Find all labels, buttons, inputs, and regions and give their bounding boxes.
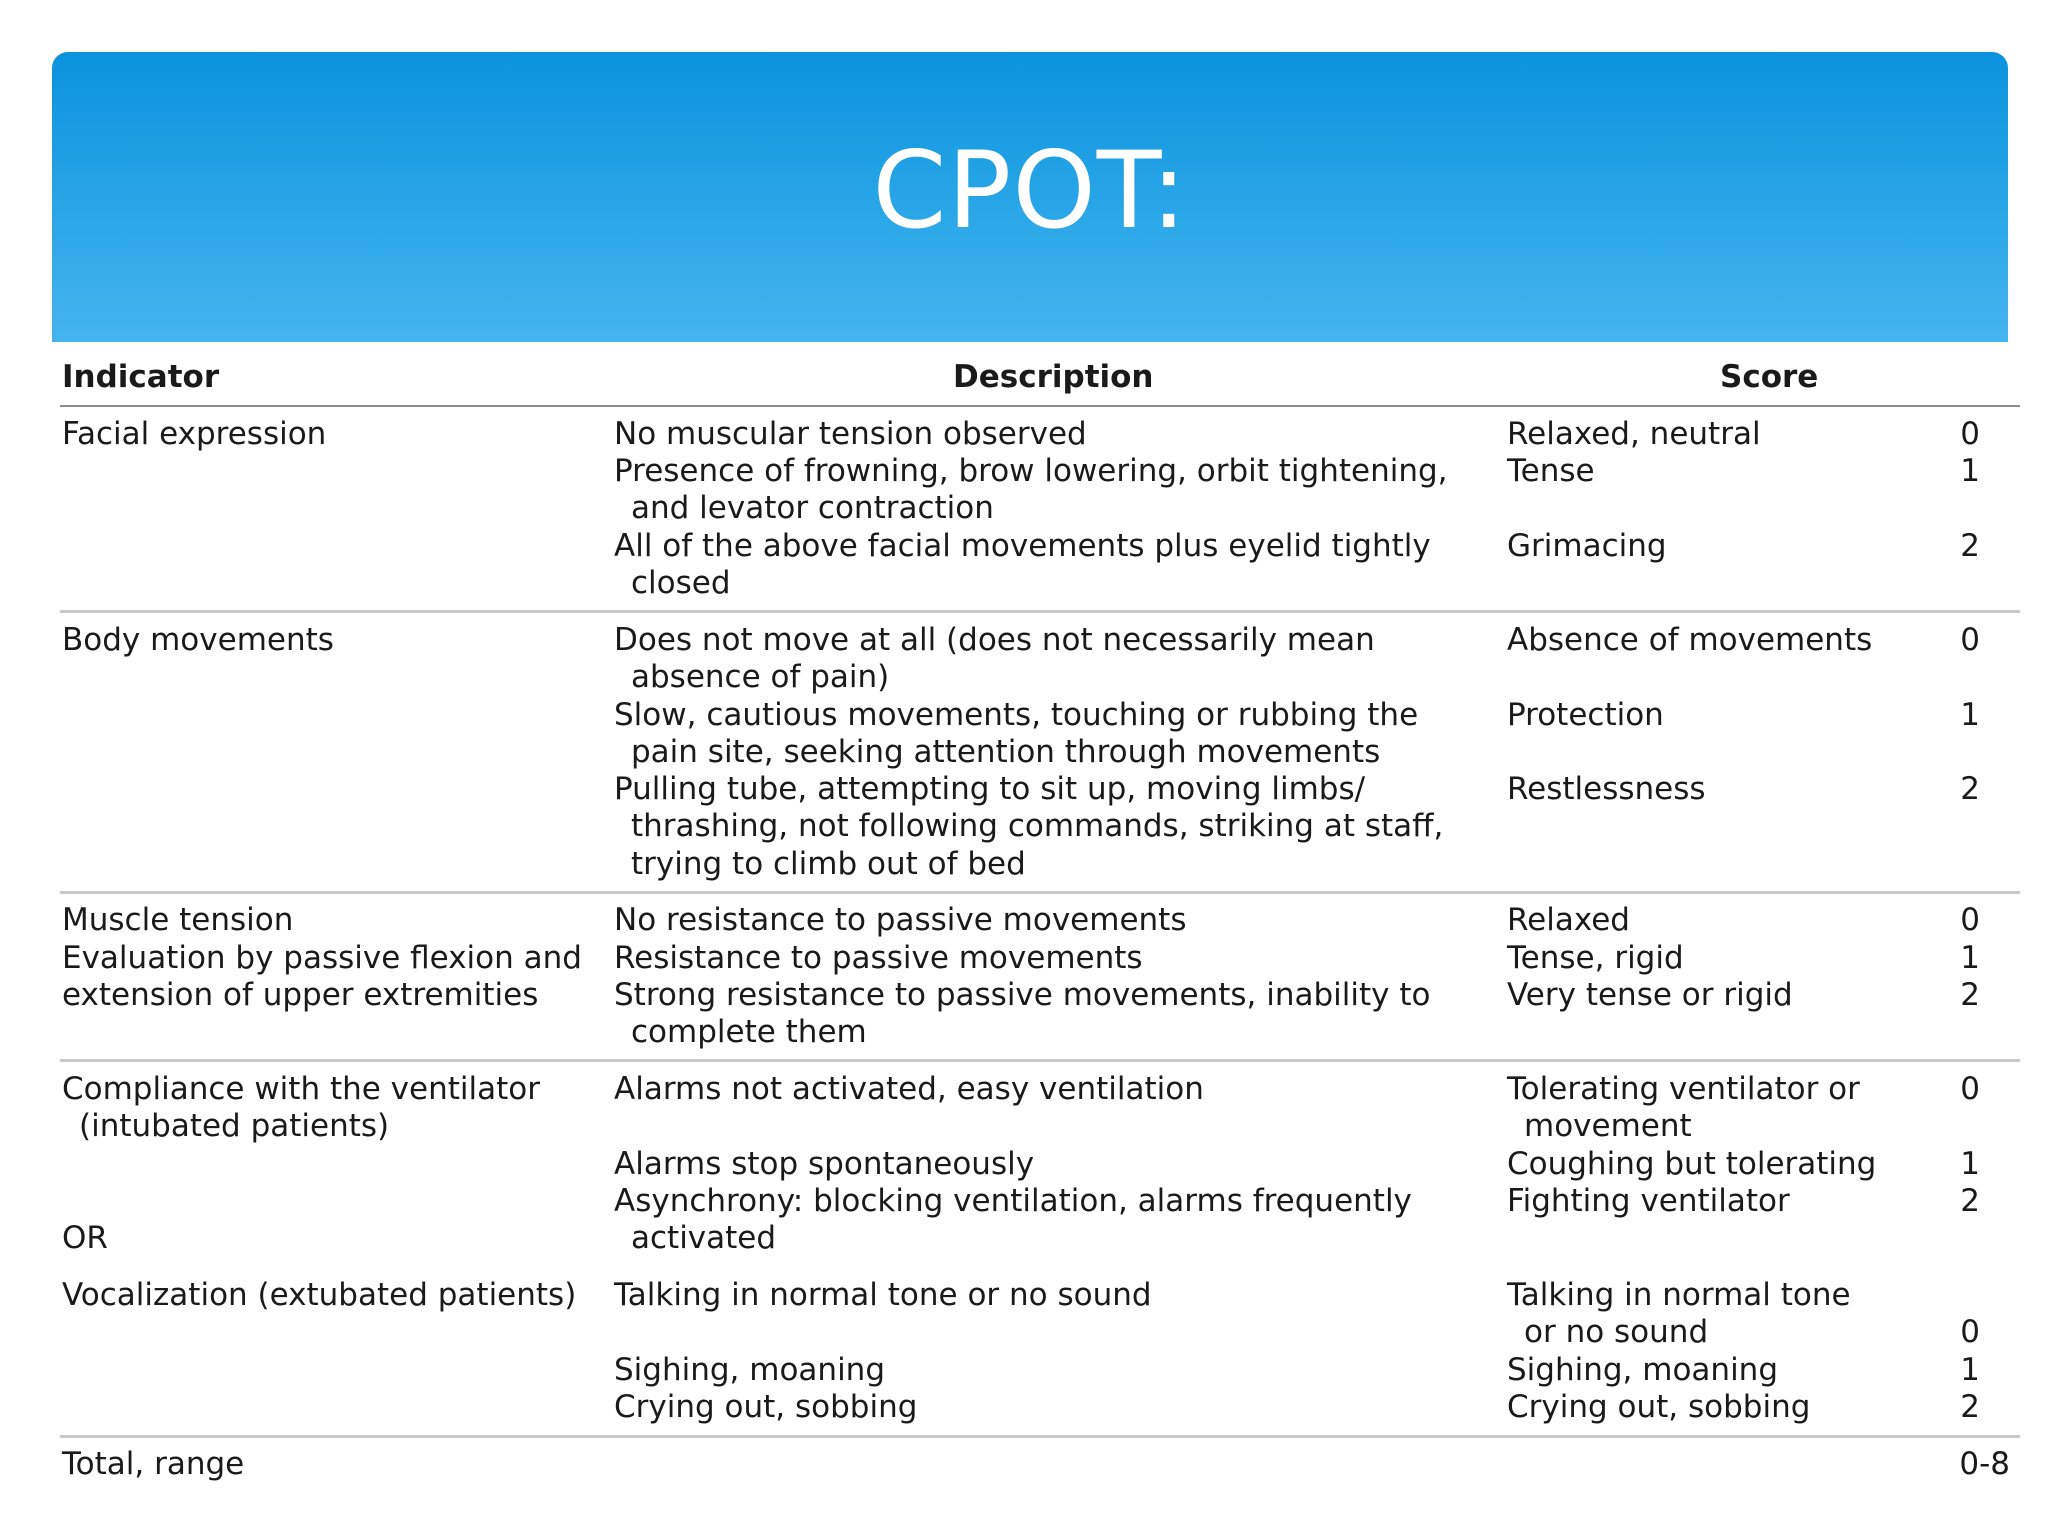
description-cell: complete them	[631, 1014, 867, 1050]
header-description: Description	[953, 359, 1154, 395]
score-value-cell: 2	[1960, 1183, 1980, 1219]
score-value-cell: 0	[1960, 1314, 1980, 1350]
score-value-cell: 0	[1960, 622, 1980, 658]
total-label: Total, range	[62, 1446, 245, 1482]
description-cell: pain site, seeking attention through movements	[631, 734, 1381, 770]
description-cell: No muscular tension observed	[614, 416, 1087, 452]
score-value-cell: 2	[1960, 771, 1980, 807]
score-label-cell: Crying out, sobbing	[1507, 1389, 1811, 1425]
indicator-cell: (intubated patients)	[79, 1108, 390, 1144]
row-divider	[60, 891, 2020, 894]
description-cell: trying to climb out of bed	[631, 846, 1026, 882]
indicator-cell: Compliance with the ventilator	[62, 1071, 540, 1107]
indicator-cell: Facial expression	[62, 416, 327, 452]
score-label-cell: Fighting ventilator	[1507, 1183, 1790, 1219]
score-label-cell: Absence of movements	[1507, 622, 1873, 658]
header-divider	[60, 405, 2020, 407]
score-label-cell: Tolerating ventilator or	[1507, 1071, 1860, 1107]
description-cell: Alarms stop spontaneously	[614, 1146, 1035, 1182]
description-cell: Strong resistance to passive movements, inability to	[614, 977, 1431, 1013]
score-label-cell: Tense	[1507, 453, 1595, 489]
score-value-cell: 2	[1960, 1389, 1980, 1425]
score-label-cell: or no sound	[1524, 1314, 1709, 1350]
score-label-cell: Very tense or rigid	[1507, 977, 1793, 1013]
description-cell: Asynchrony: blocking ventilation, alarms frequently	[614, 1183, 1412, 1219]
description-cell: All of the above facial movements plus eyelid tightly	[614, 528, 1431, 564]
total-range: 0-8	[1959, 1446, 2010, 1482]
description-cell: Crying out, sobbing	[614, 1389, 918, 1425]
score-value-cell: 1	[1960, 1146, 1980, 1182]
slide-title: CPOT:	[872, 128, 1188, 252]
score-label-cell: Coughing but tolerating	[1507, 1146, 1877, 1182]
score-label-cell: movement	[1524, 1108, 1692, 1144]
score-label-cell: Sighing, moaning	[1507, 1352, 1779, 1388]
score-value-cell: 0	[1960, 1071, 1980, 1107]
score-label-cell: Talking in normal tone	[1507, 1277, 1851, 1313]
description-cell: Talking in normal tone or no sound	[614, 1277, 1152, 1313]
description-cell: Sighing, moaning	[614, 1352, 886, 1388]
indicator-cell: Muscle tension	[62, 902, 294, 938]
header-indicator: Indicator	[62, 359, 220, 395]
score-label-cell: Relaxed	[1507, 902, 1630, 938]
description-cell: Slow, cautious movements, touching or rubbing the	[614, 697, 1419, 733]
score-value-cell: 1	[1960, 940, 1980, 976]
description-cell: Presence of frowning, brow lowering, orbit tightening,	[614, 453, 1448, 489]
description-cell: Alarms not activated, easy ventilation	[614, 1071, 1204, 1107]
score-label-cell: Restlessness	[1507, 771, 1706, 807]
score-label-cell: Relaxed, neutral	[1507, 416, 1761, 452]
header-score: Score	[1720, 359, 1819, 395]
row-divider	[60, 610, 2020, 613]
indicator-cell: Vocalization (extubated patients)	[62, 1277, 577, 1313]
score-value-cell: 2	[1960, 528, 1980, 564]
description-cell: Resistance to passive movements	[614, 940, 1143, 976]
score-value-cell: 1	[1960, 697, 1980, 733]
score-value-cell: 0	[1960, 416, 1980, 452]
row-divider	[60, 1059, 2020, 1062]
indicator-cell: Body movements	[62, 622, 334, 658]
description-cell: No resistance to passive movements	[614, 902, 1187, 938]
description-cell: Does not move at all (does not necessarily mean	[614, 622, 1375, 658]
score-value-cell: 1	[1960, 1352, 1980, 1388]
score-label-cell: Protection	[1507, 697, 1664, 733]
description-cell: Pulling tube, attempting to sit up, moving limbs/	[614, 771, 1366, 807]
title-banner	[52, 52, 2008, 342]
description-cell: activated	[631, 1220, 777, 1256]
indicator-cell: Evaluation by passive flexion and	[62, 940, 582, 976]
indicator-cell: extension of upper extremities	[62, 977, 539, 1013]
score-label-cell: Grimacing	[1507, 528, 1667, 564]
score-value-cell: 1	[1960, 453, 1980, 489]
score-value-cell: 0	[1960, 902, 1980, 938]
score-value-cell: 2	[1960, 977, 1980, 1013]
description-cell: closed	[631, 565, 731, 601]
description-cell: absence of pain)	[631, 659, 890, 695]
row-divider	[60, 1435, 2020, 1438]
score-label-cell: Tense, rigid	[1507, 940, 1684, 976]
description-cell: thrashing, not following commands, striking at staff,	[631, 808, 1444, 844]
indicator-or: OR	[62, 1220, 108, 1256]
description-cell: and levator contraction	[631, 490, 994, 526]
